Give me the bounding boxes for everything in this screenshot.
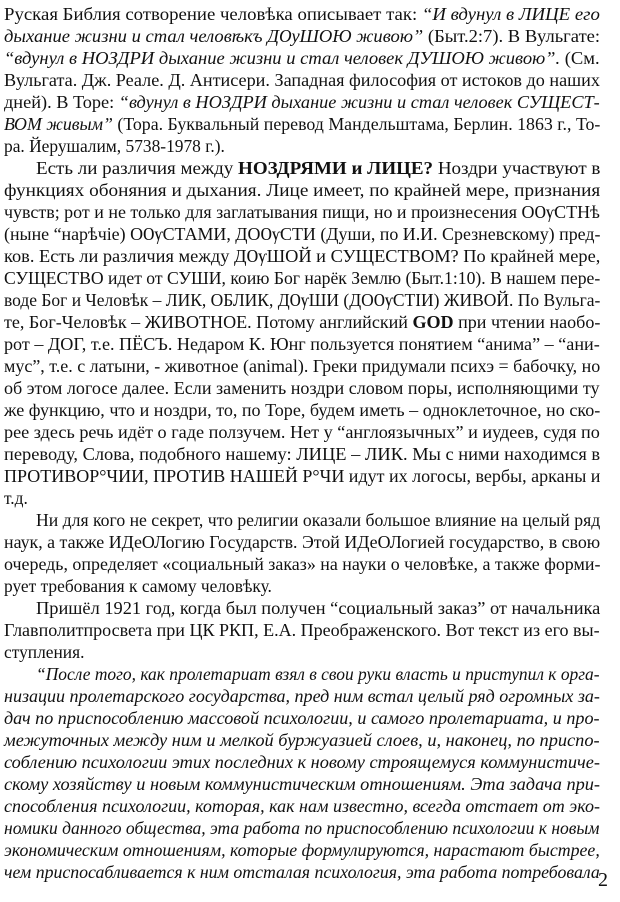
- text-run: те, Бог-Человѣк – ЖИВОТНОЕ. Потому английский: [4, 312, 413, 332]
- text-line: [0, 398, 620, 422]
- text-line: [0, 420, 620, 444]
- text-run: соблению психологии этих последних к новому строящемуся коммунистиче-: [4, 752, 600, 772]
- line-content: [4, 464, 600, 488]
- line-content: [4, 200, 600, 224]
- line-content: [4, 574, 272, 598]
- text-run: ступления.: [4, 642, 85, 662]
- line-content: [4, 90, 600, 114]
- text-run: при чтении наобо-: [453, 312, 601, 332]
- text-line: [0, 618, 620, 642]
- text-run: Руская Библия сотворение человѣка описывает так:: [4, 4, 422, 24]
- text-line: [0, 332, 620, 356]
- line-content: [4, 420, 600, 444]
- text-line: [0, 838, 620, 862]
- text-run: ВОМ живым”: [4, 114, 113, 134]
- line-content: [4, 618, 600, 642]
- text-run: “После того, как пролетариат взял в свои руки власть и приступил к орга-: [36, 664, 600, 684]
- text-line: [0, 640, 620, 664]
- line-content: [4, 684, 600, 708]
- line-content: [4, 640, 84, 664]
- text-line: [0, 706, 620, 730]
- text-line: [0, 156, 620, 180]
- line-content: [4, 46, 600, 70]
- line-content: [4, 442, 600, 466]
- text-run: (См.: [560, 48, 600, 68]
- text-line: [0, 750, 620, 774]
- line-content: [4, 860, 600, 884]
- line-content: [4, 178, 600, 202]
- text-line: [0, 442, 620, 466]
- text-run: рот – ДОГ, т.е. ПЁСЪ. Недаром К. Юнг пользуется понятием “анима” – “ани-: [4, 334, 600, 354]
- line-content: [4, 486, 28, 510]
- text-run: функциях обоняния и дыхания. Лице имеет, по крайней мере, признания: [4, 180, 601, 200]
- line-content: [4, 398, 600, 422]
- text-line: [0, 46, 620, 70]
- text-line: [0, 860, 620, 884]
- text-run: номики данного общества, эта работа по приспособлению психологии к новым: [4, 818, 600, 838]
- line-content: [4, 244, 600, 268]
- text-line: [0, 816, 620, 840]
- text-run: (ныне “нарѣчіе) ОѸСТАМИ, ДОѸСТИ (Души, по И.И. Срезневскому) пред-: [4, 224, 601, 244]
- line-content: [4, 222, 600, 246]
- text-run: чувств; рот и не только для заглатывания пищи, но и произнесения ОѸСТНѣ: [4, 202, 600, 222]
- text-line: [0, 574, 620, 598]
- line-content: [4, 706, 600, 730]
- text-line: [0, 178, 620, 202]
- line-content: [4, 530, 600, 554]
- text-line: [0, 266, 620, 290]
- text-run: способления психологии, которая, как нам известно, всегда отстает от эко-: [4, 796, 600, 816]
- text-line: [0, 134, 620, 158]
- text-line: [0, 24, 620, 48]
- text-run: ра. Йерушалим, 5738-1978 г.).: [4, 136, 225, 156]
- text-run: дыхание жизни и стал человѣкъ ДѸШОЮ живою”: [4, 26, 424, 46]
- text-run: чем приспосабливается к ним отсталая психология, эта работа потребовала: [4, 862, 600, 882]
- text-line: [0, 376, 620, 400]
- line-content: [4, 772, 600, 796]
- line-content: [36, 156, 600, 180]
- text-run: переводу, Слова, подобного нашему: ЛИЦЕ – ЛИК. Мы с ними находимся в: [4, 444, 601, 464]
- text-run: Есть ли различия между: [36, 158, 239, 178]
- text-line: [0, 530, 620, 554]
- text-line: [0, 310, 620, 334]
- text-run: Вульгата. Дж. Реале. Д. Антисери. Западная философия от истоков до наших: [4, 70, 600, 90]
- text-line: [0, 728, 620, 752]
- text-run: межуточных между ним и мелкой буржуазией слоев, и, наконец, по приспо-: [4, 730, 600, 750]
- text-run: рее здесь речь идёт о гаде ползучем. Нет у “англоязычных” и иудеев, судя по: [4, 422, 600, 442]
- text-run: т.д.: [4, 488, 28, 508]
- text-line: [0, 662, 620, 686]
- text-run: Главполитпросвета при ЦК РКП, Е.А. Преображенского. Вот текст из его вы-: [4, 620, 600, 640]
- text-run: “И вдунул в ЛИЦЕ его: [421, 4, 600, 24]
- line-content: [4, 68, 600, 92]
- text-line: [0, 112, 620, 136]
- text-line: [0, 794, 620, 818]
- text-line: [0, 508, 620, 532]
- line-content: [36, 662, 600, 686]
- text-line: [0, 486, 620, 510]
- line-content: [4, 750, 600, 774]
- text-line: [0, 2, 620, 26]
- line-content: [4, 24, 600, 48]
- line-content: [36, 596, 600, 620]
- text-line: [0, 90, 620, 114]
- text-run: “вдунул в НОЗДРИ дыхание жизни и стал человек СУЩЕСТ-: [118, 92, 600, 112]
- text-run: ков. Есть ли различия между ДѸШОЙ и СУЩЕСТВОМ? По крайней мере,: [4, 246, 601, 266]
- line-content: [4, 288, 600, 312]
- text-run: Пришёл 1921 год, когда был получен “социальный заказ” от начальника: [36, 598, 601, 618]
- text-line: [0, 354, 620, 378]
- line-content: [4, 354, 600, 378]
- text-line: [0, 464, 620, 488]
- page-number: 2: [598, 869, 608, 891]
- text-run: же функцию, что и ноздри, то, по Торе, будем иметь – одноклеточное, но ско-: [4, 400, 601, 420]
- text-line: [0, 552, 620, 576]
- text-run: Ноздри участвуют в: [433, 158, 601, 178]
- line-content: [4, 552, 600, 576]
- text-line: [0, 68, 620, 92]
- text-line: [0, 200, 620, 224]
- text-run: ПРОТИВОР°ЧИИ, ПРОТИВ НАШЕЙ Р°ЧИ идут их логосы, вербы, арканы и: [4, 466, 601, 486]
- text-line: [0, 684, 620, 708]
- text-run: наук, а также ИДеОЛогию Государств. Этой ИДеОЛогией государство, в свою: [4, 532, 601, 552]
- line-content: [4, 816, 599, 840]
- line-content: [4, 838, 600, 862]
- text-run: дач по приспособлению массовой психологии, и самого пролетариата, и про-: [4, 708, 600, 728]
- text-run: “вдунул в НОЗДРИ дыхание жизни и стал человек ДУШОЮ живою”.: [4, 48, 561, 68]
- line-content: [4, 376, 600, 400]
- line-content: [4, 728, 600, 752]
- text-line: [0, 772, 620, 796]
- line-content: [4, 134, 225, 158]
- line-content: [4, 332, 600, 356]
- text-run: скому хозяйству и новым коммунистическим отношениям. Эта задача при-: [4, 774, 601, 794]
- text-line: [0, 222, 620, 246]
- line-content: [4, 266, 600, 290]
- line-content: [4, 112, 600, 136]
- line-content: [36, 508, 600, 532]
- text-run: экономическим отношениям, которые формулируются, нарастают быстрее,: [4, 840, 600, 860]
- text-line: [0, 596, 620, 620]
- text-run: мус”, т.е. с латыни, - животное (animal). Греки придумали психэ = бабочку, но: [4, 356, 601, 376]
- text-run: НОЗДРЯМИ и ЛИЦЕ?: [238, 158, 434, 178]
- text-run: низации пролетарского государства, пред ним встал целый ряд огромных за-: [4, 686, 600, 706]
- text-run: об этом логосе далее. Если заменить ноздри словом поры, исполняющими ту: [4, 378, 600, 398]
- text-run: воде Бог и Человѣк – ЛИК, ОБЛИК, ДѸШИ (ДОѸСТІИ) ЖИВОЙ. По Вульга-: [4, 290, 601, 310]
- line-content: [4, 310, 600, 334]
- text-run: Ни для кого не секрет, что религии оказали большое влияние на целый ряд: [36, 510, 601, 530]
- text-run: очередь, определяет «социальный заказ» на науки о человѣке, а также форми-: [4, 554, 601, 574]
- text-line: [0, 288, 620, 312]
- text-line: [0, 244, 620, 268]
- line-content: [4, 2, 600, 26]
- text-run: GOD: [412, 312, 454, 332]
- text-run: (Быт.2:7). В Вульгате:: [423, 26, 601, 46]
- line-content: [4, 794, 600, 818]
- text-run: СУЩЕСТВО идет от СУШИ, коию Бог нарёк Землю (Быт.1:10). В нашем пере-: [4, 268, 601, 288]
- text-run: дней). В Торе:: [4, 92, 119, 112]
- text-run: (Тора. Буквальный перевод Мандельштама, Берлин. 1863 г., То-: [112, 114, 601, 134]
- text-run: рует требования к самому человѣку.: [4, 576, 272, 596]
